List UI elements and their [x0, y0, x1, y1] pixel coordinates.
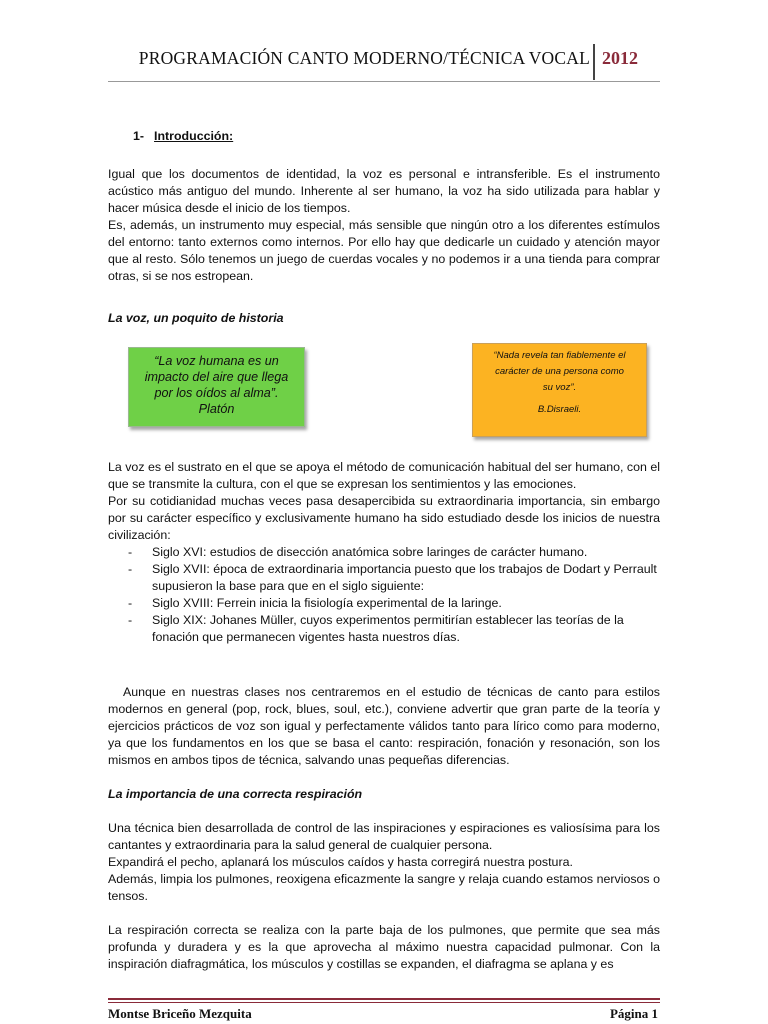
- list-item: - Siglo XVII: época de extraordinaria importancia puesto que los trabajos de Dodart y Perrault supusieron la base para que en el siglo siguiente:: [108, 561, 660, 595]
- paragraph-substrate: La voz es el sustrato en el que se apoya el método de comunicación habitual del ser humano, con el que se transmite la cultura, con el que se expresan los sentimientos y las emociones.: [108, 460, 660, 491]
- footer-page-number: Página 1: [609, 1006, 658, 1021]
- quote-author: B.Disraeli.: [537, 404, 582, 415]
- list-item: - Siglo XVIII: Ferrein inicia la fisiología experimental de la laringe.: [108, 595, 660, 612]
- section-title: Introducción:: [154, 129, 234, 143]
- header-title: PROGRAMACIÓN CANTO MODERNO/TÉCNICA VOCAL: [138, 48, 590, 68]
- century-list: [108, 544, 660, 646]
- quote-line: su voz”.: [542, 382, 577, 393]
- paragraph-correct-breathing: La respiración correcta se realiza con la parte baja de los pulmones, que permite que sea más profunda y duradera y es la que aprovecha al máximo nuestra capacidad pulmonar. Con la inspiración diafragmática, los músculos y costillas se expanden, el diafragma se aplana y es: [108, 923, 660, 971]
- footer-rule: [108, 998, 660, 1000]
- quote-row: [108, 341, 660, 459]
- list-item: - Siglo XVI: estudios de disección anatómica sobre laringes de carácter humano.: [108, 544, 660, 561]
- quote-box-plato: [128, 347, 305, 427]
- subtitle-breathing: La importancia de una correcta respiración: [108, 787, 363, 801]
- subtitle-history: La voz, un poquito de historia: [108, 311, 284, 325]
- header-rule: [108, 81, 660, 82]
- paragraph-instrument: Es, además, un instrumento muy especial, más sensible que ningún otro a los diferentes estímulos del entorno: tanto externos como internos. Por ello hay que dedicarle un cuidado y atención mayor que al resto. Sólo tenemos un juego de cuerdas vocales y no podemos ir a una tienda para comprar otras, si se nos estropean.: [108, 218, 660, 283]
- quote-line: “La voz humana es un: [154, 354, 279, 368]
- paragraph-control: Una técnica bien desarrollada de control de las inspiraciones y espiraciones es valiosísima para los cantantes y extraordinaria para la salud general de cualquier persona.: [108, 821, 660, 852]
- quote-line: carácter de una persona como: [495, 366, 624, 377]
- paragraph-chest: Expandirá el pecho, aplanará los músculos caídos y hasta corregirá nuestra postura.: [108, 855, 573, 869]
- quote-line: “Nada revela tan fiablemente el: [493, 350, 626, 361]
- page-header: [0, 40, 768, 82]
- header-year: 2012: [602, 48, 638, 68]
- document-body: [108, 128, 660, 973]
- footer-rule: [108, 1002, 660, 1003]
- footer-author: Montse Briceño Mezquita: [108, 1006, 252, 1021]
- section-heading: [133, 128, 660, 145]
- paragraph-identity: Igual que los documentos de identidad, la voz es personal e intransferible. Es el instrumento acústico más antiguo del mundo. Inherente al ser humano, la voz ha sido utilizada para hablar y hacer música desde el inicio de los tiempos.: [108, 167, 660, 215]
- section-number: 1-: [133, 129, 145, 143]
- paragraph-everyday: Por su cotidianidad muchas veces pasa desapercibida su extraordinaria importancia, sin embargo por su carácter específico y exclusivamente humano ha sido estudiado desde los inicios de nuestra civilización:: [108, 494, 660, 542]
- quote-author: Platón: [198, 402, 235, 416]
- paragraph-lungs: Además, limpia los pulmones, reoxigena eficazmente la sangre y relaja cuando estamos nerviosos o tensos.: [108, 872, 660, 903]
- quote-box-disraeli: [472, 343, 647, 437]
- header-divider: [593, 44, 595, 80]
- quote-line: impacto del aire que llega: [144, 370, 289, 384]
- quote-line: por los oídos al alma”.: [154, 386, 279, 400]
- list-item: - Siglo XIX: Johanes Müller, cuyos experimentos permitirían establecer las teorías de la fonación que permanecen vigentes hasta nuestros días.: [108, 612, 660, 646]
- paragraph-techniques: Aunque en nuestras clases nos centraremos en el estudio de técnicas de canto para estilos modernos en general (pop, rock, blues, soul, etc.), conviene advertir que gran parte de la teoría y ejercicios prácticos de voz son igual y perfectamente válidos tanto para lírico como para moderno, ya que los fundamentos en los que se basa el canto: respiración, fonación y resonación, son los mismos en ambos tipos de técnica, salvando unas pequeñas diferencias.: [108, 685, 660, 767]
